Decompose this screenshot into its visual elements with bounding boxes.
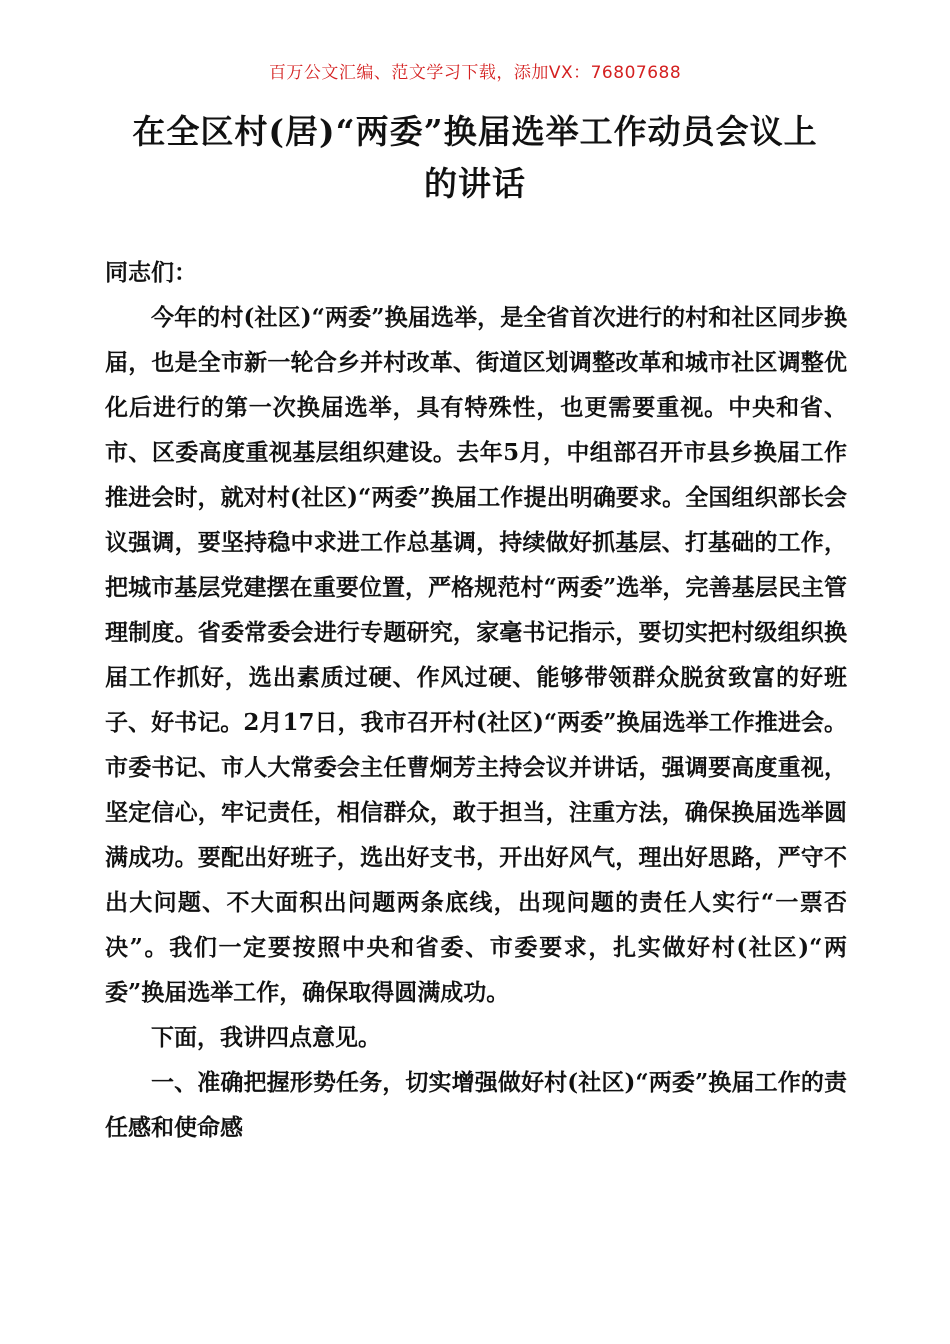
title-line-2: 的讲话 [424,164,526,203]
title-line-1: 在全区村(居)“两委”换届选举工作动员会议上 [132,112,818,151]
section-heading: 一、准确把握形势任务，切实增强做好村(社区)“两委”换届工作的责任感和使命感 [105,1069,847,1141]
paragraph: 今年的村(社区)“两委”换届选举，是全省首次进行的村和社区同步换届，也是全市新一轮合乡并村改革、街道区划调整改革和城市社区调整优化后进行的第一次换届选举，具有特殊性，也更需要重视。中央和省、市、区委高度重视基层组织建设。去年5月，中组部召开市县乡换届工作推进会时，就对村(社区)“两委”换届工作提出明确要求。全国组织部长会议强调，要坚持稳中求进工作总基调，持续做好抓基层、打基础的工作，把城市基层党建摆在重要位置，严格规范村“两委”选举，完善基层民主管理制度。省委常委会进行专题研究，家毫书记指示，要切实把村级组织换届工作抓好，选出素质过硬、作风过硬、能够带领群众脱贫致富的好班子、好书记。2月17日，我市召开村(社区)“两委”换届选举工作推进会。市委书记、市人大常委会主任曹炯芳主持会议并讲话，强调要高度重视，坚定信心，牢记责任，相信群众，敢于担当，注重方法，确保换届选举圆满成功。要配出好班子，选出好支书，开出好风气，理出好思路，严守不出大问题、不大面积出问题两条底线，出现问题的责任人实行“一票否决”。我们一定要按照中央和省委、市委要求，扎实做好村(社区)“两委”换届选举工作，确保取得圆满成功。 [105,304,847,1006]
page-title [95,106,855,210]
paragraph: 下面，我讲四点意见。 [151,1024,381,1051]
header-note: 百万公文汇编、范文学习下载，添加VX：76807688 [268,63,682,83]
salutation: 同志们： [105,259,197,286]
document-body [105,250,847,1150]
